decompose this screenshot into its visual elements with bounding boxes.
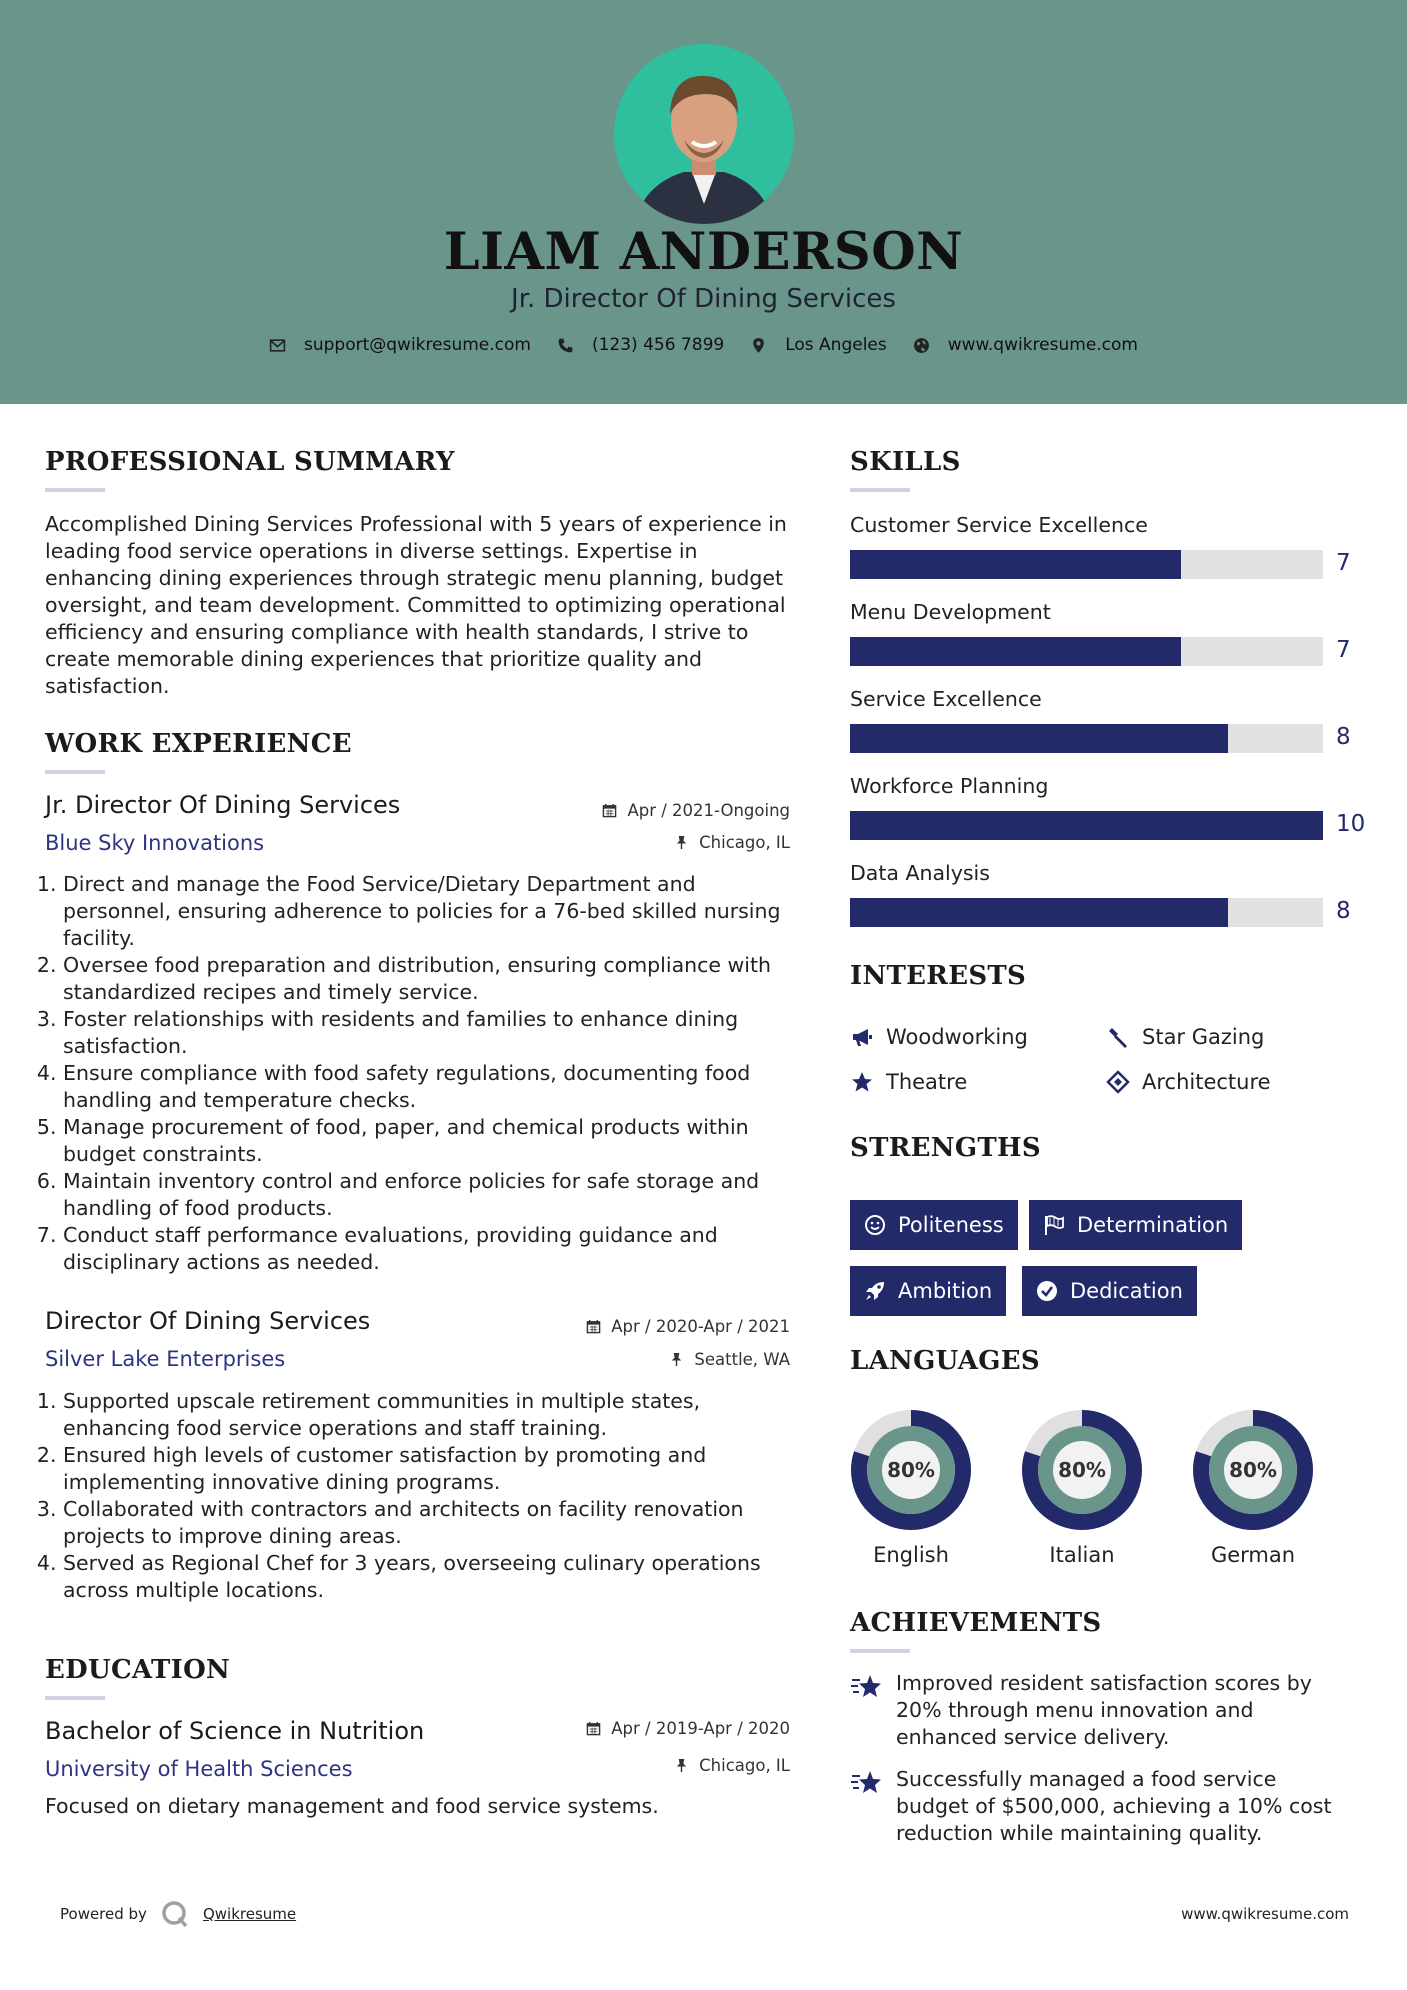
list-item: 4. Ensure compliance with food safety regulations, documenting food handling and temperature checks. xyxy=(63,1060,800,1114)
list-item: 3. Collaborated with contractors and architects on facility renovation projects to improve dining areas. xyxy=(63,1496,800,1550)
skill-bar-track xyxy=(850,898,1323,927)
strength-label: Dedication xyxy=(1070,1279,1183,1303)
job-date-text-1: Apr / 2021-Ongoing xyxy=(627,801,790,820)
education-date-text: Apr / 2019-Apr / 2020 xyxy=(611,1719,790,1738)
achievement-text: Improved resident satisfaction scores by 20% through menu innovation and enhanced service delivery. xyxy=(896,1671,1312,1749)
skill-label: Workforce Planning xyxy=(850,774,1049,798)
list-item: 1. Direct and manage the Food Service/Dietary Department and personnel, ensuring adherence to policies for a 76-bed skilled nursing facility. xyxy=(63,871,800,952)
skills-title: SKILLS xyxy=(850,447,961,477)
summary-underline xyxy=(45,488,105,492)
list-item: 5. Manage procurement of food, paper, and chemical products within budget constraints. xyxy=(63,1114,800,1168)
education-title: EDUCATION xyxy=(45,1655,231,1685)
skill-bar-track xyxy=(850,550,1323,579)
school-name: University of Health Sciences xyxy=(45,1757,353,1781)
rocket-icon xyxy=(864,1280,886,1302)
globe-icon xyxy=(913,337,930,354)
degree-title: Bachelor of Science in Nutrition xyxy=(45,1717,425,1745)
contact-location-text: Los Angeles xyxy=(785,335,887,355)
skill-label: Menu Development xyxy=(850,600,1051,624)
education-date xyxy=(540,1719,790,1738)
language-percent: 80% xyxy=(1229,1458,1277,1482)
strength-label: Politeness xyxy=(898,1213,1004,1237)
pushpin-icon xyxy=(674,835,689,850)
footer-url[interactable]: www.qwikresume.com xyxy=(1181,1905,1349,1923)
star-award-icon xyxy=(850,1672,884,1702)
powered-by-label: Powered by xyxy=(60,1905,147,1923)
phone-icon xyxy=(557,337,574,354)
job-company-2: Silver Lake Enterprises xyxy=(45,1347,286,1371)
qwikresume-link[interactable]: Qwikresume xyxy=(202,1905,297,1923)
list-item: 2. Oversee food preparation and distribution, ensuring compliance with standardized recipes and timely service. xyxy=(63,952,800,1006)
check-circle-icon xyxy=(1036,1280,1058,1302)
skill-bar-track xyxy=(850,811,1323,840)
interest-star-gazing xyxy=(1106,1025,1264,1049)
language-percent: 80% xyxy=(1058,1458,1106,1482)
skill-score: 7 xyxy=(1336,550,1351,576)
job-location-2 xyxy=(540,1350,790,1369)
strength-dedication xyxy=(1022,1266,1197,1316)
interest-label: Architecture xyxy=(1142,1070,1271,1094)
contact-website[interactable] xyxy=(913,335,1138,355)
contact-phone-text: (123) 456 7899 xyxy=(591,335,725,355)
skill-bar-fill xyxy=(850,898,1228,927)
contact-email[interactable] xyxy=(269,335,531,355)
list-item: 2. Ensured high levels of customer satisfaction by promoting and implementing innovative dining programs. xyxy=(63,1442,800,1496)
skill-score: 8 xyxy=(1336,724,1351,750)
strength-politeness xyxy=(850,1200,1018,1250)
contact-website-text: www.qwikresume.com xyxy=(947,335,1138,355)
pushpin-icon xyxy=(669,1352,684,1367)
profile-photo xyxy=(614,44,794,224)
skill-bar-fill xyxy=(850,811,1323,840)
experience-title: WORK EXPERIENCE xyxy=(45,729,352,759)
achievement-item-1 xyxy=(850,1670,1340,1751)
star-award-icon xyxy=(850,1768,884,1798)
ticket-icon xyxy=(1106,1070,1130,1094)
summary-text: Accomplished Dining Services Professional with 5 years of experience in leading food service operations in diverse settings. Expertise in enhancing dining experiences through strategic menu planning, budget oversight, and team development. Committed to optimizing operational efficiency and ensuring compliance with health standards, I strive to create memorable dining experiences that prioritize quality and satisfaction. xyxy=(45,512,787,698)
experience-underline xyxy=(45,770,105,774)
job-date-text-2: Apr / 2020-Apr / 2021 xyxy=(611,1317,790,1336)
list-item: 4. Served as Regional Chef for 3 years, overseeing culinary operations across multiple locations. xyxy=(63,1550,800,1604)
skill-bar-fill xyxy=(850,550,1181,579)
job-duties-1 xyxy=(45,871,800,1276)
achievement-item-2 xyxy=(850,1766,1340,1847)
job-location-text-1: Chicago, IL xyxy=(699,833,790,852)
map-marker-icon xyxy=(750,337,767,354)
job-title-1: Jr. Director Of Dining Services xyxy=(45,791,401,819)
interest-label: Woodworking xyxy=(886,1025,1028,1049)
language-name: German xyxy=(1210,1543,1296,1567)
skill-score: 10 xyxy=(1336,811,1366,837)
interest-architecture xyxy=(1106,1070,1271,1094)
job-location-1 xyxy=(540,833,790,852)
star-icon xyxy=(850,1070,874,1094)
language-name: English xyxy=(873,1543,949,1567)
strength-label: Determination xyxy=(1077,1213,1229,1237)
pushpin-icon xyxy=(674,1758,689,1773)
language-italian xyxy=(1021,1409,1143,1567)
education-location xyxy=(540,1756,790,1775)
job-location-text-2: Seattle, WA xyxy=(694,1350,790,1369)
language-donut xyxy=(850,1409,972,1531)
language-german xyxy=(1192,1409,1314,1567)
list-item: 3. Foster relationships with residents and families to enhance dining satisfaction. xyxy=(63,1006,800,1060)
job-date-1 xyxy=(540,801,790,820)
languages-title: LANGUAGES xyxy=(850,1346,1040,1376)
skill-bar-track xyxy=(850,724,1323,753)
education-description: Focused on dietary management and food service systems. xyxy=(45,1794,659,1818)
strength-label: Ambition xyxy=(898,1279,993,1303)
strengths-title: STRENGTHS xyxy=(850,1133,1041,1163)
calendar-icon xyxy=(586,1319,601,1334)
calendar-icon xyxy=(602,803,617,818)
envelope-icon xyxy=(269,337,286,354)
job-title-2: Director Of Dining Services xyxy=(45,1307,371,1335)
list-item: 6. Maintain inventory control and enforce policies for safe storage and handling of food products. xyxy=(63,1168,800,1222)
skill-score: 7 xyxy=(1336,637,1351,663)
achievements-underline xyxy=(850,1649,910,1653)
job-duties-2 xyxy=(45,1388,800,1604)
qwikresume-logo-icon xyxy=(161,1900,189,1928)
skill-bar-track xyxy=(850,637,1323,666)
skill-label: Customer Service Excellence xyxy=(850,513,1148,537)
skills-underline xyxy=(850,488,910,492)
strength-determination xyxy=(1029,1200,1242,1250)
contact-location xyxy=(750,335,887,355)
resume-header xyxy=(0,0,1407,404)
skill-score: 8 xyxy=(1336,898,1351,924)
education-location-text: Chicago, IL xyxy=(699,1756,790,1775)
skill-label: Service Excellence xyxy=(850,687,1042,711)
summary-title: PROFESSIONAL SUMMARY xyxy=(45,447,455,477)
calendar-icon xyxy=(586,1721,601,1736)
language-donut xyxy=(1192,1409,1314,1531)
job-date-2 xyxy=(540,1317,790,1336)
strength-ambition xyxy=(850,1266,1006,1316)
flag-icon xyxy=(1043,1214,1065,1236)
gavel-icon xyxy=(1106,1025,1130,1049)
candidate-name: LIAM ANDERSON xyxy=(443,222,964,282)
interest-label: Theatre xyxy=(886,1070,968,1094)
interest-label: Star Gazing xyxy=(1142,1025,1265,1049)
skill-bar-fill xyxy=(850,637,1181,666)
footer-powered-by xyxy=(60,1900,296,1928)
skill-bar-fill xyxy=(850,724,1228,753)
contact-email-text: support@qwikresume.com xyxy=(304,335,531,355)
job-company-1: Blue Sky Innovations xyxy=(45,831,265,855)
interests-title: INTERESTS xyxy=(850,961,1027,991)
list-item: 1. Supported upscale retirement communities in multiple states, enhancing food service operations and staff training. xyxy=(63,1388,800,1442)
interest-theatre xyxy=(850,1070,967,1094)
list-item: 7. Conduct staff performance evaluations, providing guidance and disciplinary actions as needed. xyxy=(63,1222,800,1276)
achievements-title: ACHIEVEMENTS xyxy=(850,1608,1102,1638)
bullhorn-icon xyxy=(850,1025,874,1049)
skill-label: Data Analysis xyxy=(850,861,990,885)
education-underline xyxy=(45,1696,105,1700)
contact-phone[interactable] xyxy=(557,335,724,355)
language-donut xyxy=(1021,1409,1143,1531)
language-percent: 80% xyxy=(887,1458,935,1482)
smile-icon xyxy=(864,1214,886,1236)
candidate-role: Jr. Director Of Dining Services xyxy=(511,284,896,314)
interest-woodworking xyxy=(850,1025,1028,1049)
achievement-text: Successfully managed a food service budget of $500,000, achieving a 10% cost reduction while maintaining quality. xyxy=(896,1767,1332,1845)
contact-bar xyxy=(0,335,1407,355)
language-name: Italian xyxy=(1049,1543,1115,1567)
language-english xyxy=(850,1409,972,1567)
